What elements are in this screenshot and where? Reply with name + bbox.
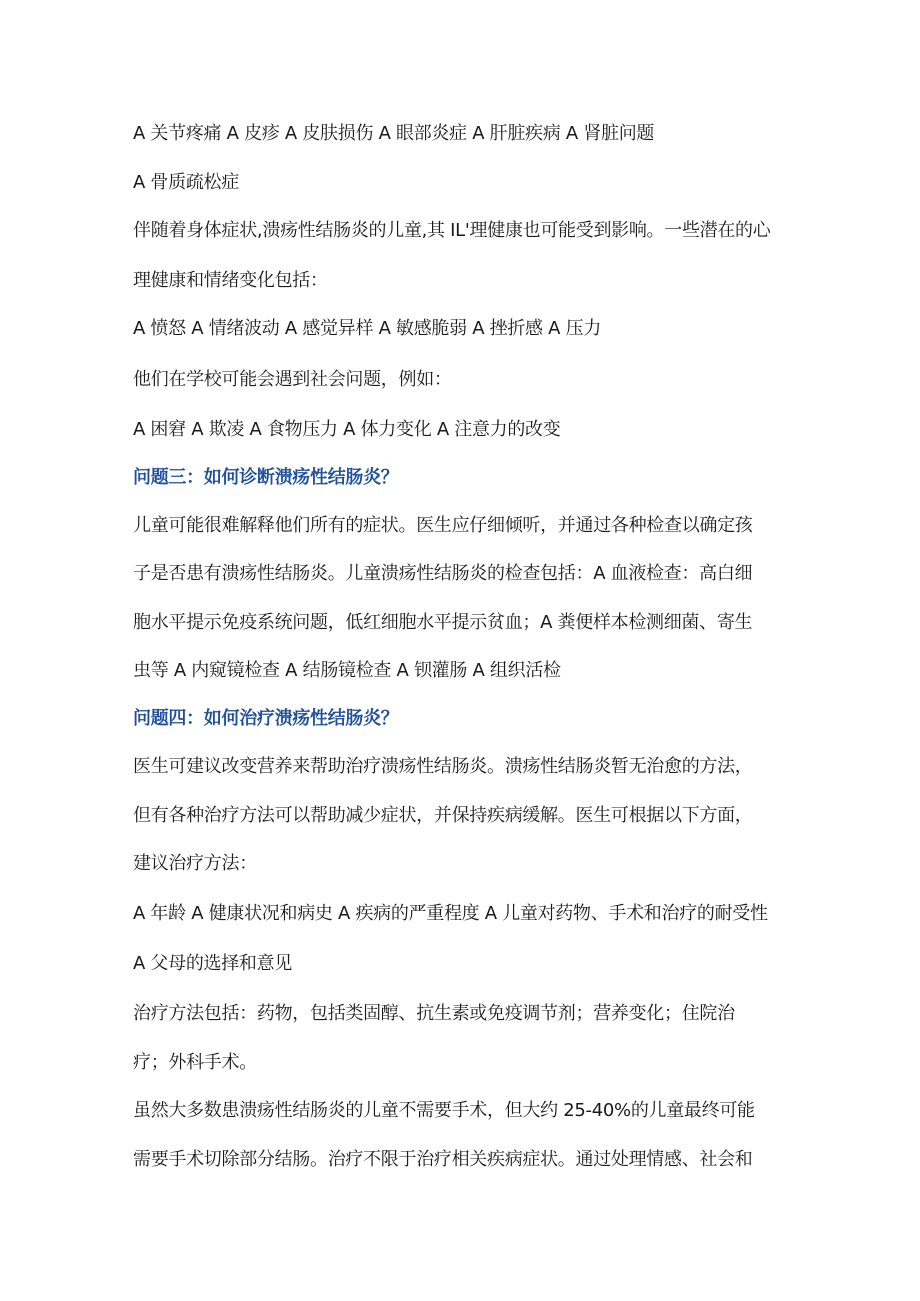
paragraph-line: A 年龄 A 健康状况和病史 A 疾病的严重程度 A 儿童对药物、手术和治疗的耐受性: [133, 903, 768, 924]
paragraph-line: 儿童可能很难解释他们所有的症状。医生应仔细倾听，并通过各种检查以确定孩: [133, 515, 753, 536]
paragraph-line: 虫等 A 内窥镜检查 A 结肠镜检查 A 钡灌肠 A 组织活检: [133, 660, 561, 681]
paragraph-line: 建议治疗方法：: [133, 853, 257, 874]
paragraph-line: 胞水平提示免疫系统问题，低红细胞水平提示贫血；A 粪便样本检测细菌、寄生: [133, 612, 753, 633]
paragraph-line: 但有各种治疗方法可以帮助减少症状，并保持疾病缓解。医生可根据以下方面，: [133, 805, 753, 826]
paragraph-line: 伴随着身体症状,溃疡性结肠炎的儿童,其 IL'理健康也可能受到影响。一些潜在的心: [133, 220, 771, 241]
paragraph-line: 医生可建议改变营养来帮助治疗溃疡性结肠炎。溃疡性结肠炎暂无治愈的方法，: [133, 756, 753, 777]
section-heading: 问题三：如何诊断溃疡性结肠炎？: [133, 467, 399, 488]
paragraph-line: A 父母的选择和意见: [133, 953, 293, 974]
paragraph-line: 子是否患有溃疡性结肠炎。儿童溃疡性结肠炎的检查包括：A 血液检查：高白细: [133, 563, 753, 584]
paragraph-line: 疗；外科手术。: [133, 1052, 257, 1073]
paragraph-line: 他们在学校可能会遇到社会问题，例如：: [133, 369, 452, 390]
paragraph-line: A 关节疼痛 A 皮疹 A 皮肤损伤 A 眼部炎症 A 肝脏疾病 A 肾脏问题: [133, 123, 655, 144]
paragraph-line: 理健康和情绪变化包括：: [133, 270, 328, 291]
section-heading: 问题四：如何治疗溃疡性结肠炎？: [133, 708, 399, 729]
paragraph-line: A 困窘 A 欺凌 A 食物压力 A 体力变化 A 注意力的改变: [133, 419, 561, 440]
paragraph-line: 治疗方法包括：药物，包括类固醇、抗生素或免疫调节剂；营养变化；住院治: [133, 1003, 735, 1024]
paragraph-line: 虽然大多数患溃疡性结肠炎的儿童不需要手术，但大约 25-40%的儿童最终可能: [133, 1100, 755, 1121]
paragraph-line: A 愤怒 A 情绪波动 A 感觉异样 A 敏感脆弱 A 挫折感 A 压力: [133, 318, 602, 339]
paragraph-line: 需要手术切除部分结肠。治疗不限于治疗相关疾病症状。通过处理情感、社会和: [133, 1149, 753, 1170]
paragraph-line: A 骨质疏松症: [133, 172, 239, 193]
